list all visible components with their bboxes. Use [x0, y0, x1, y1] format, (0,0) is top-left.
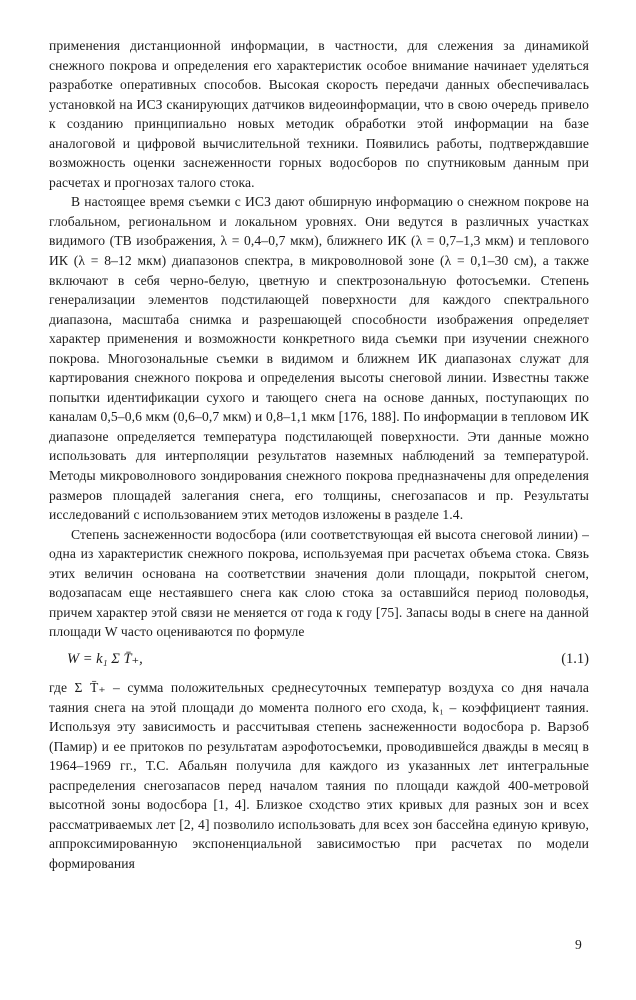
equation: W = k₁ Σ T̄₊, [67, 650, 143, 667]
equation-row [49, 644, 589, 676]
page-body [49, 36, 589, 873]
paragraph-2: В настоящее время съемки с ИСЗ дают обширную информацию о снежном покрове на глобальном, региональном и локальном уровнях. Они ведутся в различных участках видимого (ТВ изображения, λ = 0,4–0,7 мкм), ближнего ИК (λ = 0,7–1,3 мкм) и теплового ИК (λ = 8–12 мкм) диапазонов спектра, в микроволновой зоне (λ = 0,1–30 см), а также включают в себя черно-белую, цветную и спектрозональную фотосъемки. Степень генерализации элементов подстилающей поверхности для каждого спектрального диапазона, масштаба снимка и разрешающей способности изображения определяет характер применения и возможности конкретного вида съемки при изучении снежного покрова. Многозональные съемки в видимом и ближнем ИК диапазонах служат для картирования снежного покрова и определения высоты снеговой линии. Известны также попытки идентификации сухого и тающего снега на основе данных, поступающих по каналам 0,5–0,6 мкм (0,6–0,7 мкм) и 0,8–1,1 мкм [176, 188]. По информации в тепловом ИК диапазоне определяется температура подстилающей поверхности. Эти данные можно использовать для интерполяции результатов наземных наблюдений за температурой. Методы микроволнового зондирования снежного покрова предназначены для определения размеров площадей залегания снега, его толщины, снегозапасов и пр. Результаты исследований с использованием этих методов изложены в разделе 1.4. [49, 194, 589, 523]
paragraph-3: Степень заснеженности водосбора (или соответствующая ей высота снеговой линии) – одна из характеристик снежного покрова, используемая при расчетах объема стока. Связь этих величин основана на соответствии значения доли площади, покрытой снегом, водозапасам еще нестаявшего снега как слою стока за оставшийся период половодья, причем характер этой связи не меняется от года к году [75]. Запасы воды в снеге на данной площади W часто оцениваются по формуле [49, 526, 589, 640]
paragraph-4: где Σ T̄₊ – сумма положительных среднесуточных температур воздуха со дня начала таяния снега на этой площади до момента полного его схода, k₁ – коэффициент таяния. Используя эту зависимость и рассчитывая степень заснеженности водосбора р. Варзоб (Памир) и ее притоков по результатам аэрофотосъемки, проводившейся дважды в месяц в 1964–1969 гг., Т.С. Абальян получила для каждого из указанных лет интегральные распределения снегозапасов перед началом таяния по площади каждой 400-метровой высотной зоны водосбора [1, 4]. Близкое сходство этих кривых для разных зон и всех рассматриваемых лет [2, 4] позволило использовать для всех зон бассейна единую кривую, аппроксимированную экспоненциальной зависимостью при расчетах по модели формирования [49, 679, 589, 871]
paragraph-1: применения дистанционной информации, в частности, для слежения за динамикой снежного покрова и определения его характеристик особое внимание начинает уделяться разработке оперативных способов. Высокая скорость передачи данных обеспечивалась установкой на ИСЗ сканирующих датчиков видеоинформации, что в свою очередь привело к созданию принципиально новых методик обработки этой информации на базе аналоговой и цифровой вычислительной техники. Появились работы, подтверждавшие возможность оценки заснеженности горных водосборов по спутниковым данным при расчетах и прогнозах талого стока. [49, 38, 589, 190]
equation-number: (1.1) [561, 650, 589, 667]
page-number: 9 [575, 937, 582, 952]
